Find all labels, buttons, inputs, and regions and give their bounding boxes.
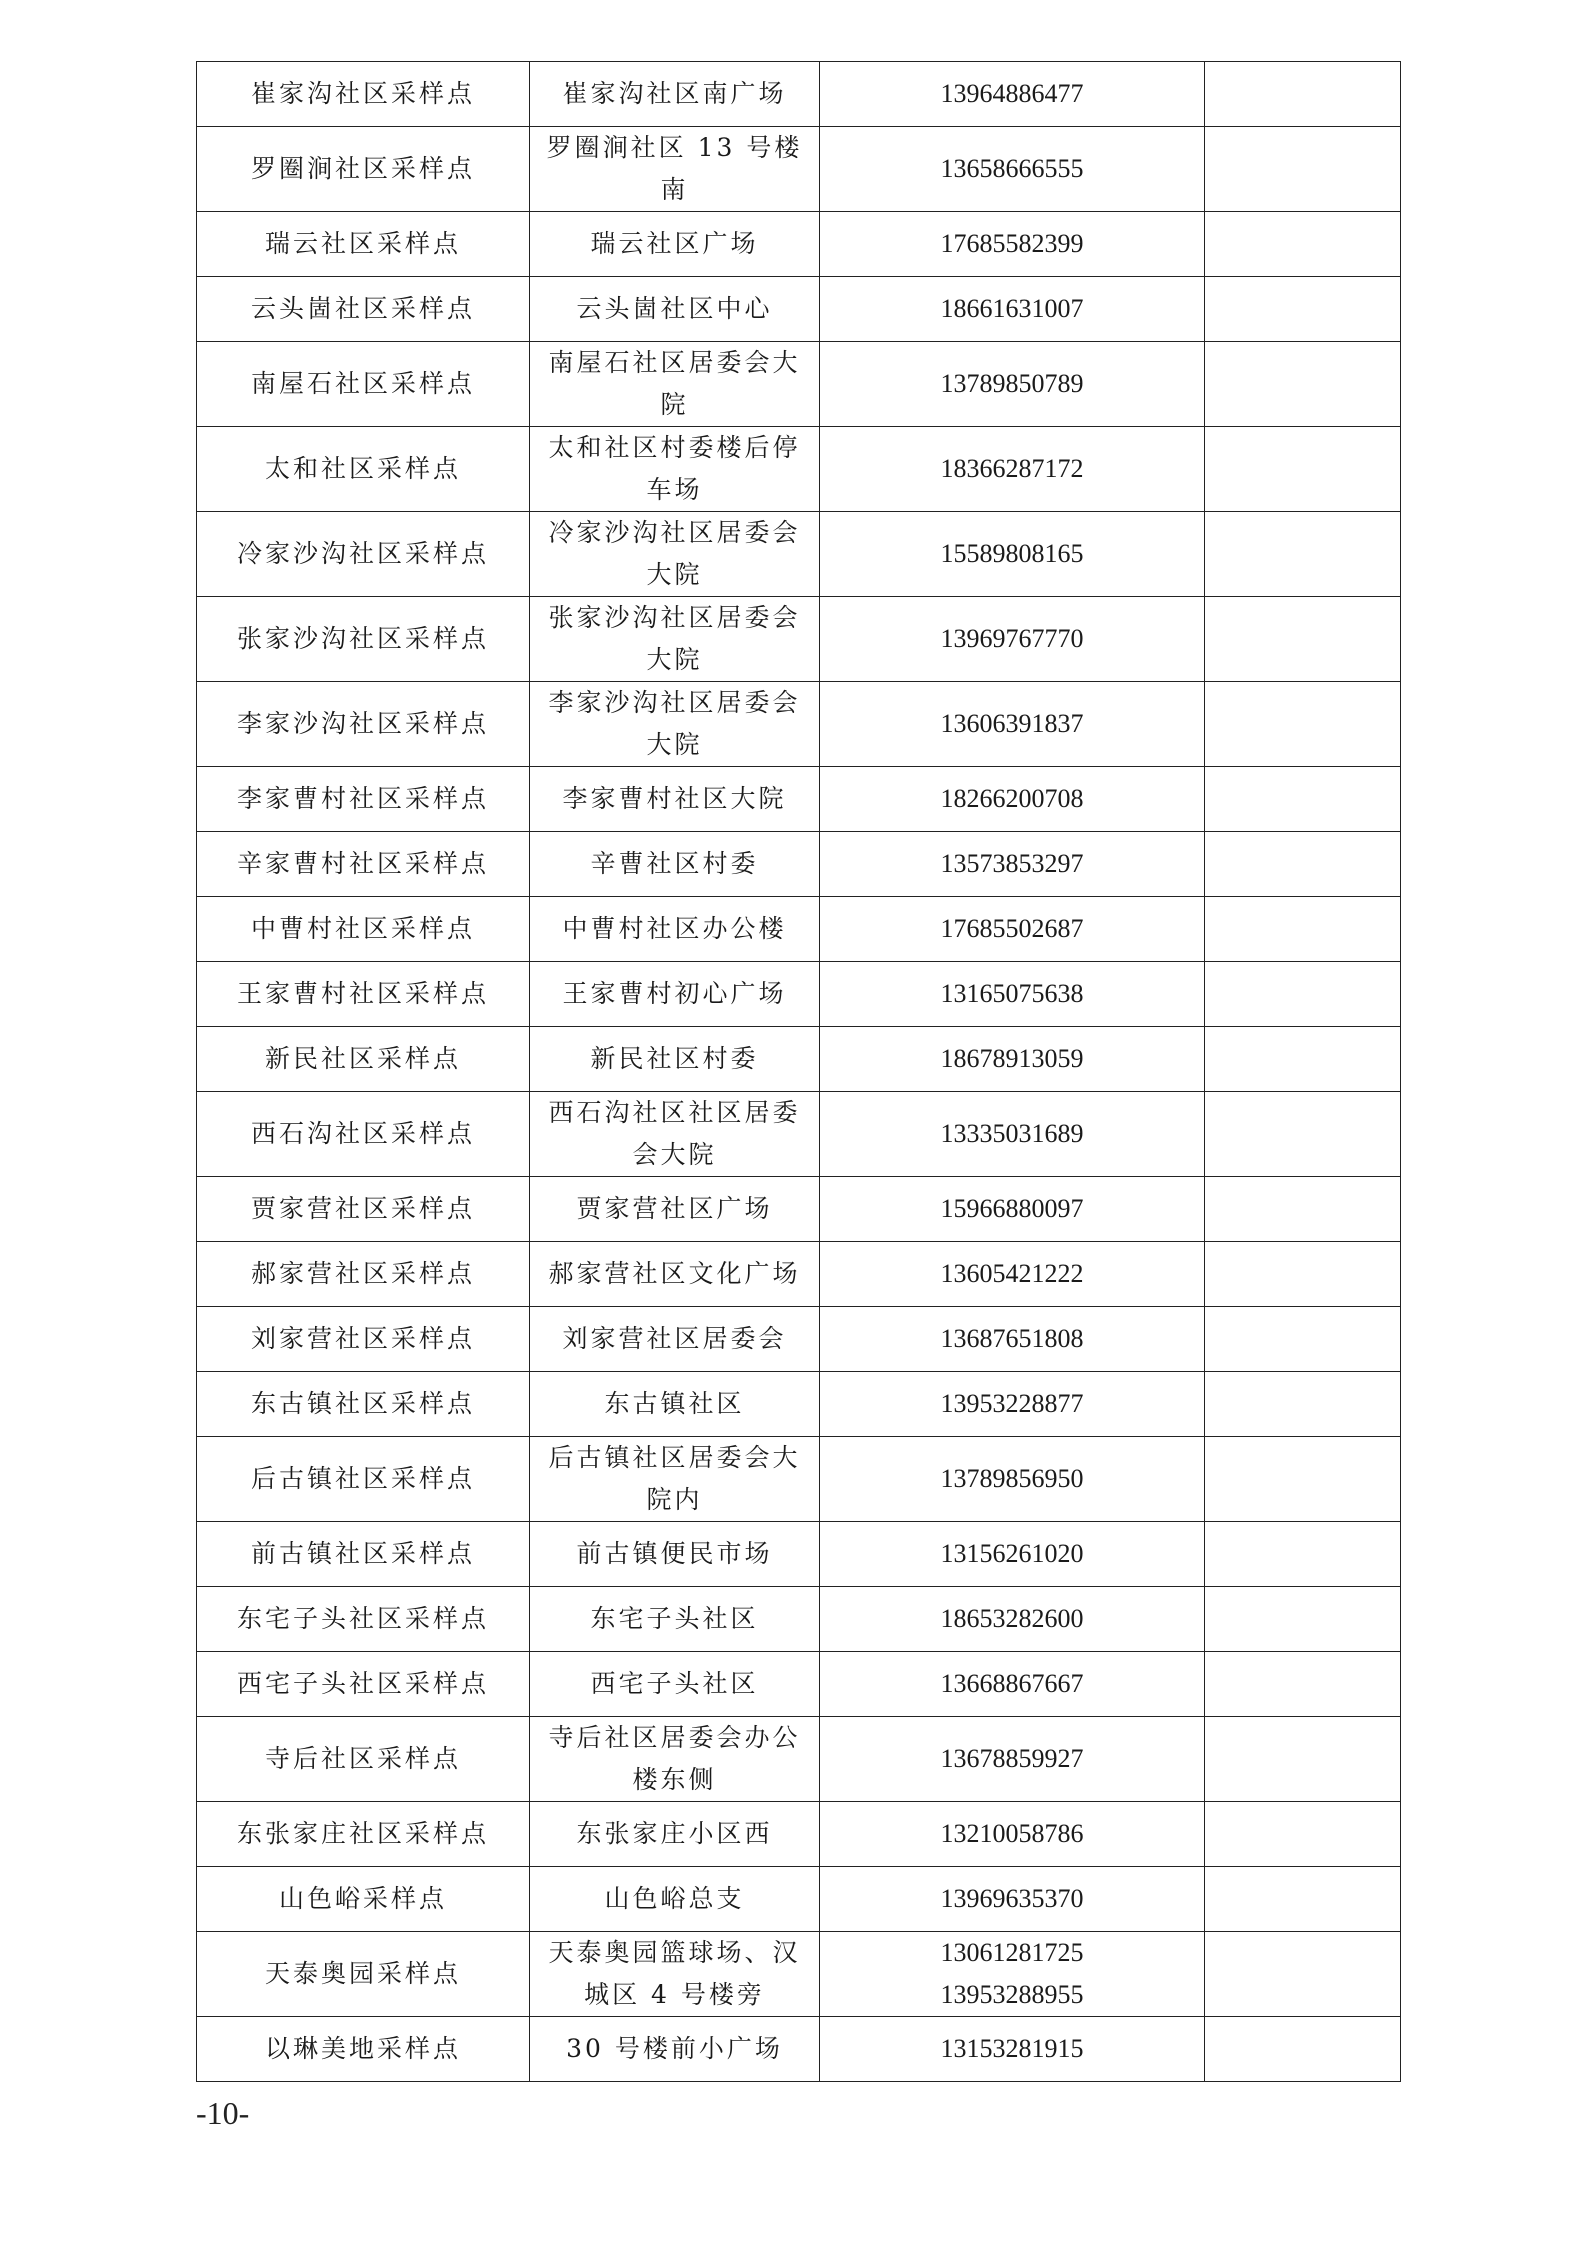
table-row xyxy=(197,127,1401,212)
site-name-cell: 中曹村社区采样点 xyxy=(197,897,530,962)
site-location-cell: 寺后社区居委会办公楼东侧 xyxy=(530,1717,820,1802)
site-name-cell: 前古镇社区采样点 xyxy=(197,1522,530,1587)
site-location-cell: 南屋石社区居委会大院 xyxy=(530,342,820,427)
phone-number: 13606391837 xyxy=(940,709,1084,738)
remarks-cell xyxy=(1205,127,1401,212)
remarks-cell xyxy=(1205,1802,1401,1867)
table-row xyxy=(197,1867,1401,1932)
phone-number: 13605421222 xyxy=(940,1259,1084,1288)
contact-phone-cell xyxy=(820,832,1205,897)
remarks-cell xyxy=(1205,597,1401,682)
contact-phone-cell xyxy=(820,1307,1205,1372)
contact-phone-cell xyxy=(820,127,1205,212)
table-row xyxy=(197,832,1401,897)
phone-number: 13969767770 xyxy=(940,624,1084,653)
table-row xyxy=(197,1242,1401,1307)
site-name-cell: 瑞云社区采样点 xyxy=(197,212,530,277)
table-row xyxy=(197,342,1401,427)
site-name-cell: 贾家营社区采样点 xyxy=(197,1177,530,1242)
remarks-cell xyxy=(1205,1307,1401,1372)
contact-phone-cell xyxy=(820,1242,1205,1307)
site-location-cell: 崔家沟社区南广场 xyxy=(530,62,820,127)
contact-phone-cell xyxy=(820,1522,1205,1587)
contact-phone-cell xyxy=(820,1092,1205,1177)
remarks-cell xyxy=(1205,1932,1401,2017)
site-name-cell: 新民社区采样点 xyxy=(197,1027,530,1092)
phone-number: 18661631007 xyxy=(940,294,1084,323)
table-row xyxy=(197,1372,1401,1437)
phone-number: 13153281915 xyxy=(940,2034,1084,2063)
site-location-cell: 东宅子头社区 xyxy=(530,1587,820,1652)
remarks-cell xyxy=(1205,277,1401,342)
site-location-cell: 冷家沙沟社区居委会大院 xyxy=(530,512,820,597)
site-name-cell: 以琳美地采样点 xyxy=(197,2017,530,2082)
contact-phone-cell xyxy=(820,62,1205,127)
site-name-cell: 张家沙沟社区采样点 xyxy=(197,597,530,682)
site-name-cell: 云头崮社区采样点 xyxy=(197,277,530,342)
site-name-cell: 东张家庄社区采样点 xyxy=(197,1802,530,1867)
contact-phone-cell xyxy=(820,512,1205,597)
phone-number: 13210058786 xyxy=(940,1819,1084,1848)
contact-phone-cell xyxy=(820,1437,1205,1522)
site-location-cell: 辛曹社区村委 xyxy=(530,832,820,897)
site-name-cell: 李家沙沟社区采样点 xyxy=(197,682,530,767)
sampling-sites-table xyxy=(196,61,1401,2082)
phone-number: 13789856950 xyxy=(940,1464,1084,1493)
remarks-cell xyxy=(1205,1027,1401,1092)
remarks-cell xyxy=(1205,1652,1401,1717)
table-row xyxy=(197,1307,1401,1372)
remarks-cell xyxy=(1205,1242,1401,1307)
phone-number: 18678913059 xyxy=(940,1044,1084,1073)
phone-number: 13789850789 xyxy=(940,369,1084,398)
contact-phone-cell xyxy=(820,1027,1205,1092)
site-location-cell: 天泰奥园篮球场、汉城区 4 号楼旁 xyxy=(530,1932,820,2017)
table-row xyxy=(197,897,1401,962)
phone-number: 17685582399 xyxy=(940,229,1084,258)
table-row xyxy=(197,597,1401,682)
site-location-cell: 李家沙沟社区居委会大院 xyxy=(530,682,820,767)
table-row xyxy=(197,1587,1401,1652)
remarks-cell xyxy=(1205,1437,1401,1522)
contact-phone-cell xyxy=(820,1932,1205,2017)
site-name-cell: 郝家营社区采样点 xyxy=(197,1242,530,1307)
contact-phone-cell xyxy=(820,342,1205,427)
site-location-cell: 西石沟社区社区居委会大院 xyxy=(530,1092,820,1177)
table-row xyxy=(197,427,1401,512)
table-body xyxy=(197,62,1401,2082)
contact-phone-cell xyxy=(820,427,1205,512)
table-row xyxy=(197,1522,1401,1587)
site-name-cell: 西宅子头社区采样点 xyxy=(197,1652,530,1717)
remarks-cell xyxy=(1205,512,1401,597)
phone-number: 17685502687 xyxy=(940,914,1084,943)
site-location-cell: 中曹村社区办公楼 xyxy=(530,897,820,962)
table-row xyxy=(197,1802,1401,1867)
contact-phone-cell xyxy=(820,277,1205,342)
remarks-cell xyxy=(1205,1587,1401,1652)
contact-phone-cell xyxy=(820,897,1205,962)
page-number: -10- xyxy=(196,2095,250,2131)
table-row xyxy=(197,1177,1401,1242)
site-location-cell: 郝家营社区文化广场 xyxy=(530,1242,820,1307)
phone-number: 18366287172 xyxy=(940,454,1084,483)
phone-number: 13668867667 xyxy=(940,1669,1084,1698)
table-row xyxy=(197,512,1401,597)
table-row xyxy=(197,277,1401,342)
table-row xyxy=(197,2017,1401,2082)
site-location-cell: 张家沙沟社区居委会大院 xyxy=(530,597,820,682)
site-name-cell: 冷家沙沟社区采样点 xyxy=(197,512,530,597)
table-row xyxy=(197,1932,1401,2017)
remarks-cell xyxy=(1205,342,1401,427)
contact-phone-cell xyxy=(820,1717,1205,1802)
phone-number: 13678859927 xyxy=(940,1744,1084,1773)
site-location-cell: 前古镇便民市场 xyxy=(530,1522,820,1587)
table-row xyxy=(197,1437,1401,1522)
contact-phone-cell xyxy=(820,1372,1205,1437)
phone-number: 13953288955 xyxy=(940,1980,1084,2009)
phone-number: 13658666555 xyxy=(940,154,1084,183)
phone-number: 15589808165 xyxy=(940,539,1084,568)
table-row xyxy=(197,1027,1401,1092)
site-location-cell: 瑞云社区广场 xyxy=(530,212,820,277)
phone-number: 18266200708 xyxy=(940,784,1084,813)
site-name-cell: 后古镇社区采样点 xyxy=(197,1437,530,1522)
table-row xyxy=(197,62,1401,127)
phone-number: 13573853297 xyxy=(940,849,1084,878)
remarks-cell xyxy=(1205,962,1401,1027)
phone-number: 13165075638 xyxy=(940,979,1084,1008)
site-location-cell: 贾家营社区广场 xyxy=(530,1177,820,1242)
remarks-cell xyxy=(1205,832,1401,897)
site-name-cell: 辛家曹村社区采样点 xyxy=(197,832,530,897)
site-name-cell: 南屋石社区采样点 xyxy=(197,342,530,427)
remarks-cell xyxy=(1205,1372,1401,1437)
site-location-cell: 东古镇社区 xyxy=(530,1372,820,1437)
contact-phone-cell xyxy=(820,1867,1205,1932)
phone-number: 13969635370 xyxy=(940,1884,1084,1913)
contact-phone-cell xyxy=(820,767,1205,832)
site-location-cell: 山色峪总支 xyxy=(530,1867,820,1932)
site-name-cell: 太和社区采样点 xyxy=(197,427,530,512)
remarks-cell xyxy=(1205,897,1401,962)
phone-number: 15966880097 xyxy=(940,1194,1084,1223)
remarks-cell xyxy=(1205,767,1401,832)
site-name-cell: 崔家沟社区采样点 xyxy=(197,62,530,127)
site-location-cell: 王家曹村初心广场 xyxy=(530,962,820,1027)
phone-number: 13335031689 xyxy=(940,1119,1084,1148)
contact-phone-cell xyxy=(820,1587,1205,1652)
remarks-cell xyxy=(1205,682,1401,767)
table-row xyxy=(197,682,1401,767)
site-name-cell: 寺后社区采样点 xyxy=(197,1717,530,1802)
contact-phone-cell xyxy=(820,1652,1205,1717)
table-row xyxy=(197,212,1401,277)
site-location-cell: 后古镇社区居委会大院内 xyxy=(530,1437,820,1522)
table-row xyxy=(197,1652,1401,1717)
remarks-cell xyxy=(1205,62,1401,127)
phone-number: 13687651808 xyxy=(940,1324,1084,1353)
site-location-cell: 太和社区村委楼后停车场 xyxy=(530,427,820,512)
site-location-cell: 李家曹村社区大院 xyxy=(530,767,820,832)
contact-phone-cell xyxy=(820,1802,1205,1867)
site-name-cell: 西石沟社区采样点 xyxy=(197,1092,530,1177)
table-row xyxy=(197,1092,1401,1177)
phone-number: 13964886477 xyxy=(940,79,1084,108)
remarks-cell xyxy=(1205,1177,1401,1242)
site-name-cell: 刘家营社区采样点 xyxy=(197,1307,530,1372)
site-location-cell: 罗圈涧社区 13 号楼南 xyxy=(530,127,820,212)
table-row xyxy=(197,1717,1401,1802)
contact-phone-cell xyxy=(820,1177,1205,1242)
site-name-cell: 东古镇社区采样点 xyxy=(197,1372,530,1437)
remarks-cell xyxy=(1205,427,1401,512)
site-name-cell: 山色峪采样点 xyxy=(197,1867,530,1932)
contact-phone-cell xyxy=(820,212,1205,277)
remarks-cell xyxy=(1205,2017,1401,2082)
site-location-cell: 西宅子头社区 xyxy=(530,1652,820,1717)
remarks-cell xyxy=(1205,212,1401,277)
contact-phone-cell xyxy=(820,682,1205,767)
contact-phone-cell xyxy=(820,962,1205,1027)
site-location-cell: 云头崮社区中心 xyxy=(530,277,820,342)
table-row xyxy=(197,767,1401,832)
site-location-cell: 刘家营社区居委会 xyxy=(530,1307,820,1372)
site-name-cell: 东宅子头社区采样点 xyxy=(197,1587,530,1652)
table-row xyxy=(197,962,1401,1027)
site-name-cell: 王家曹村社区采样点 xyxy=(197,962,530,1027)
site-name-cell: 天泰奥园采样点 xyxy=(197,1932,530,2017)
site-name-cell: 罗圈涧社区采样点 xyxy=(197,127,530,212)
remarks-cell xyxy=(1205,1522,1401,1587)
remarks-cell xyxy=(1205,1717,1401,1802)
remarks-cell xyxy=(1205,1867,1401,1932)
phone-number: 13953228877 xyxy=(940,1389,1084,1418)
site-location-cell: 新民社区村委 xyxy=(530,1027,820,1092)
contact-phone-cell xyxy=(820,2017,1205,2082)
site-location-cell: 东张家庄小区西 xyxy=(530,1802,820,1867)
site-name-cell: 李家曹村社区采样点 xyxy=(197,767,530,832)
site-location-cell: 30 号楼前小广场 xyxy=(530,2017,820,2082)
phone-number: 13156261020 xyxy=(940,1539,1084,1568)
contact-phone-cell xyxy=(820,597,1205,682)
phone-number: 18653282600 xyxy=(940,1604,1084,1633)
remarks-cell xyxy=(1205,1092,1401,1177)
phone-number: 13061281725 xyxy=(940,1938,1084,1967)
